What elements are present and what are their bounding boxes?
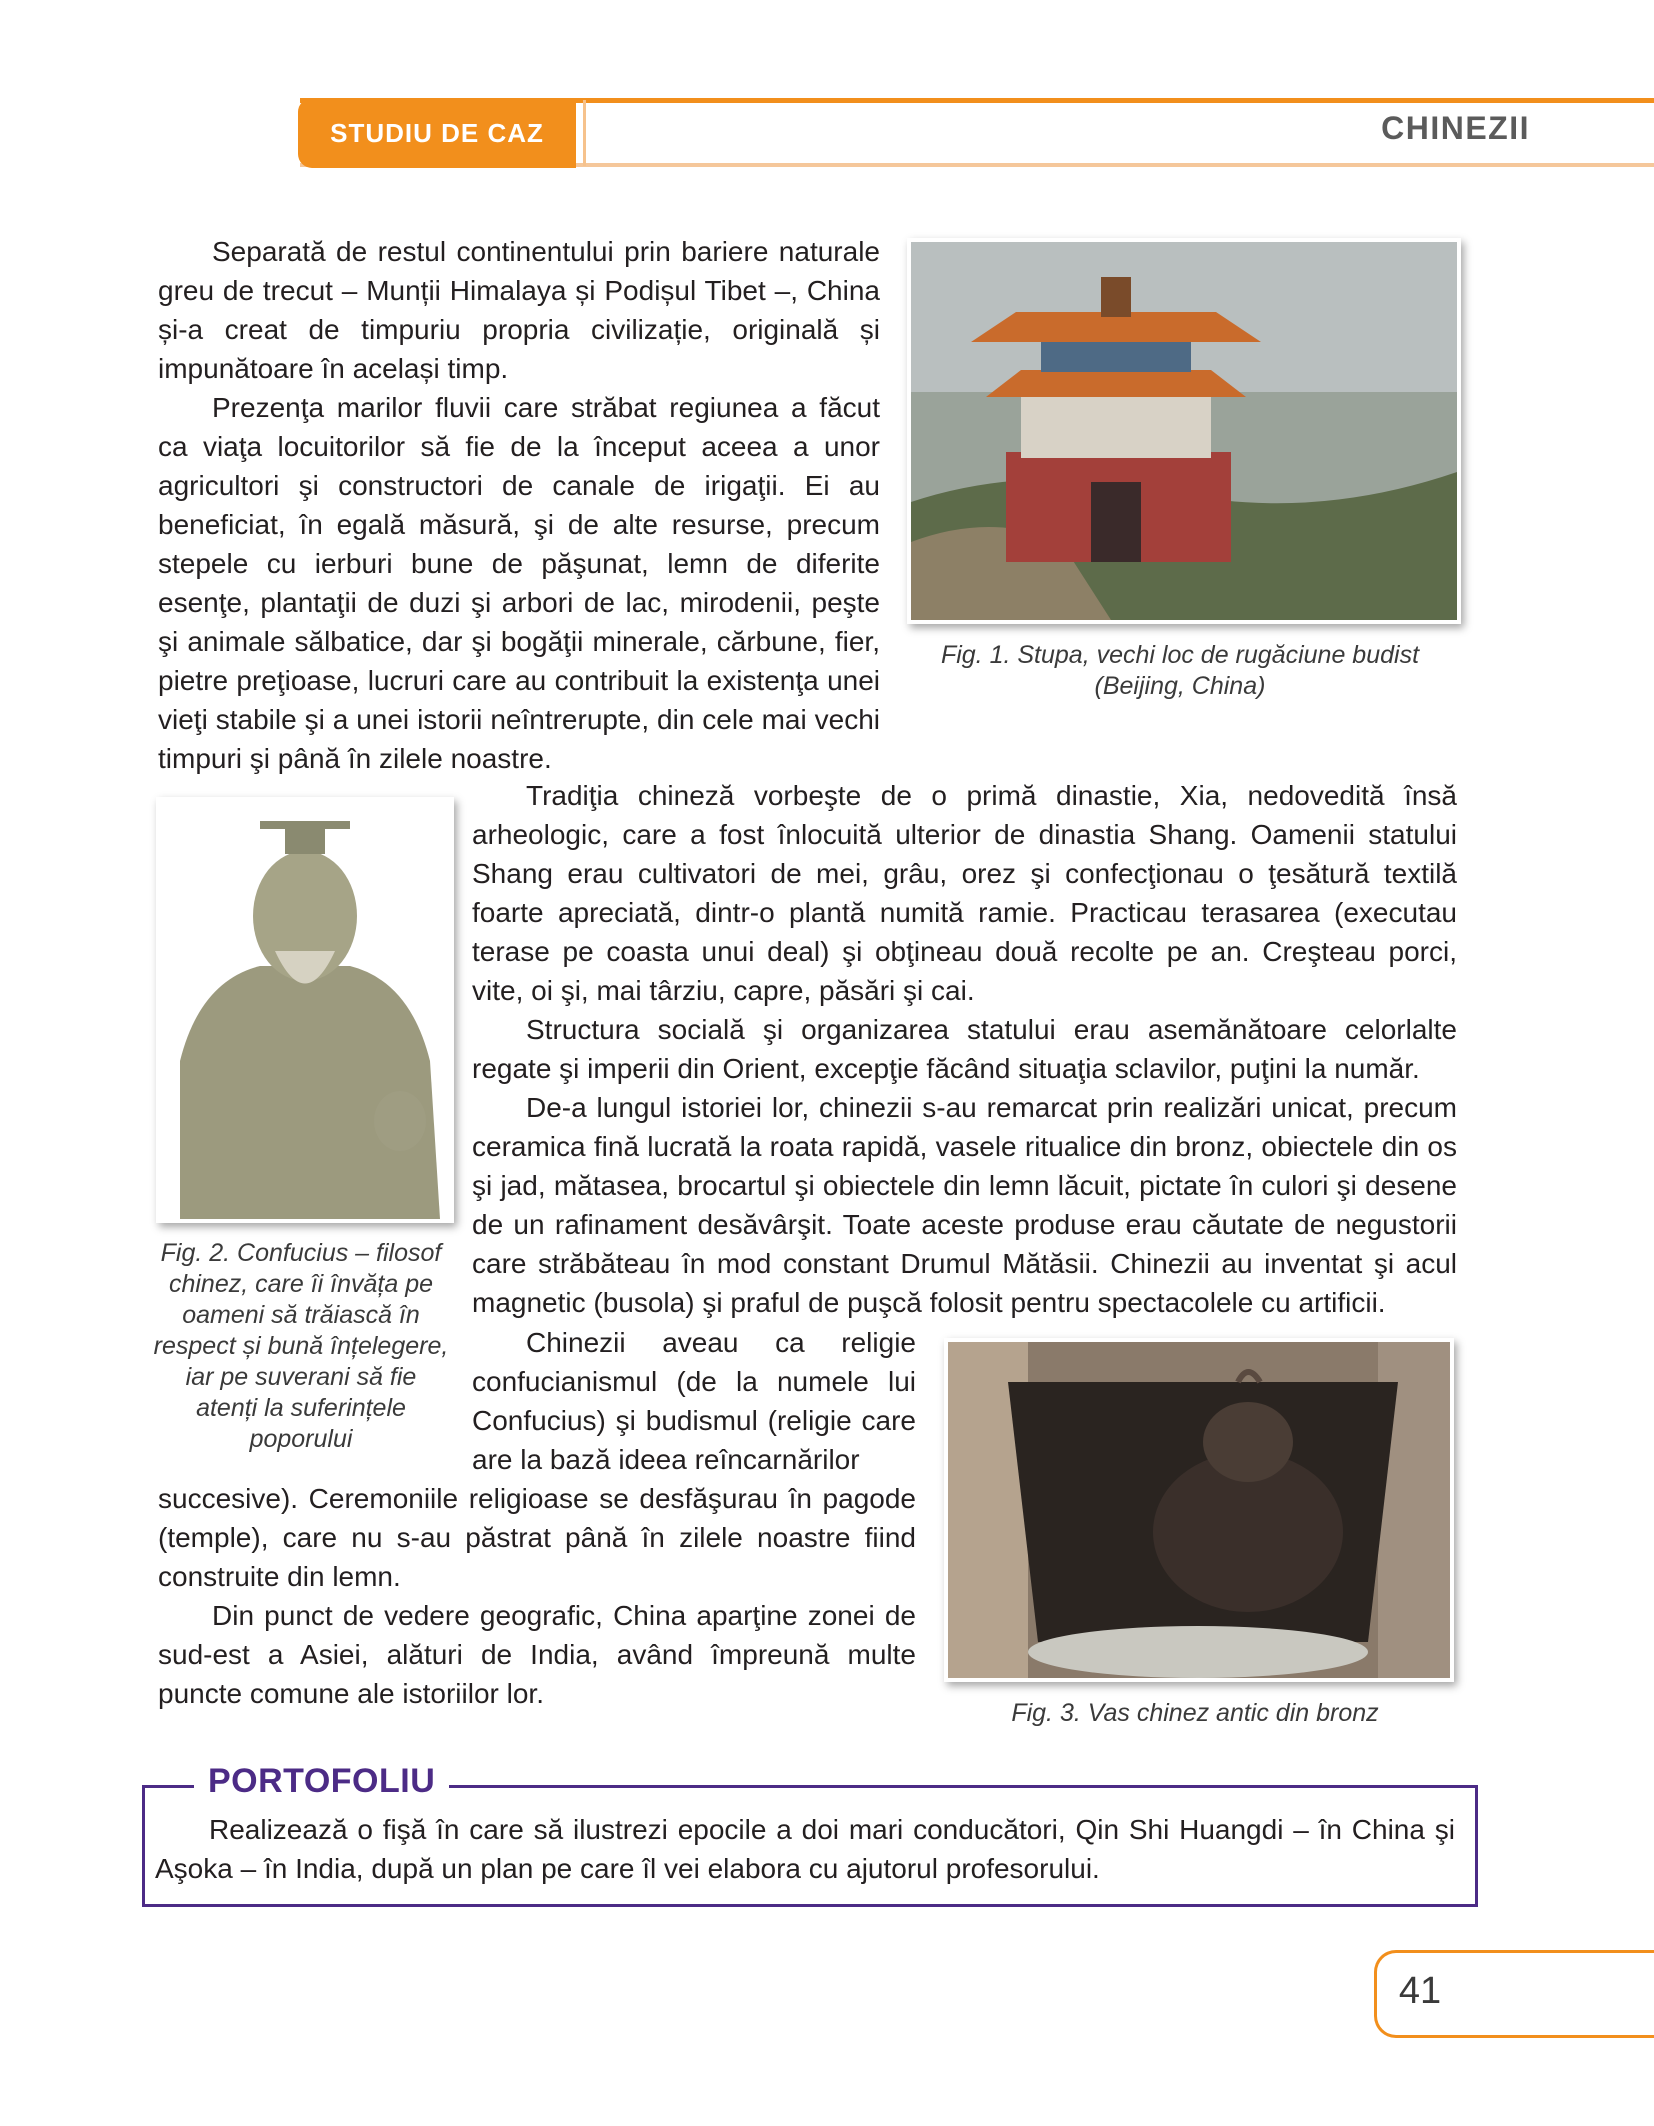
paragraph: Structura socială şi organizarea statului erau asemănătoare celorlalte regate şi imperii din Orient, excepţie făcând situaţia sclavilor, puţini la număr.: [472, 1014, 1457, 1084]
religion-text: [472, 1323, 916, 1479]
page-number: 41: [1398, 1970, 1442, 2012]
figure-bronze-vessel-image: [944, 1338, 1454, 1682]
figure-stupa-image: [907, 238, 1461, 624]
portfolio-instruction: Realizează o fişă în care să ilustrezi epocile a doi mari conducători, Qin Shi Huangdi – în China şi Aşoka – în India, după un plan pe care îl vei elabora cu ajutorul profesorului.: [155, 1814, 1455, 1884]
figure-caption: Fig. 3. Vas chinez antic din bronz: [1011, 1699, 1379, 1727]
paragraph: Separată de restul continentului prin bariere naturale greu de trecut – Munții Himalaya și Podișul Tibet –, China și-a creat de timpuriu propria civilizație, originală și impunătoare în același timp.: [158, 236, 880, 384]
intro-text: [158, 232, 880, 778]
paragraph: Chinezii aveau ca religie confucianismul (de la numele lui Confucius) şi budismul (religie care are la bază ideea reîncarnărilor: [472, 1327, 916, 1475]
chapter-title: CHINEZII: [1381, 110, 1530, 146]
paragraph: Prezenţa marilor fluvii care străbat regiunea a făcut ca viaţa locuitorilor să fie de la început aceea a unor agricultori şi constructori de canale de irigaţii. Ei au beneficiat, în egală măsură, şi de alte resurse, precum stepele cu ierburi bune de păşunat, lemn de diferite esenţe, plantaţii de duzi şi arbori de lac, mirodenii, peşte şi animale sălbatice, dar şi bogăţii minerale, cărbune, fier, pietre preţioase, lucruri care au contribuit la existenţa unei vieţi stabile şi a unei istorii neîntrerupte, din cele mai vechi timpuri şi până în zilele noastre.: [158, 392, 880, 774]
paragraph: succesive). Ceremoniile religioase se desfăşurau în pagode (temple), care nu s-au păstrat până în zilele noastre fiind construite din lemn.: [158, 1483, 916, 1592]
paragraph: Tradiţia chineză vorbeşte de o primă dinastie, Xia, nedovedită însă arheologic, care a fost înlocuită ulterior de dinastia Shang. Oamenii statului Shang erau cultivatori de mei, grâu, orez şi confecţionau o ţesătură textilă foarte apreciată, dintr-o plantă numită ramie. Practicau terasarea (executau terase pe coasta unui deal) şi obţineau două recolte pe an. Creşteau porci, vite, oi şi, mai târziu, capre, păsări şi cai.: [472, 780, 1457, 1006]
religion-text-continued: [158, 1479, 916, 1713]
figure-caption: Fig. 1. Stupa, vechi loc de rugăciune budist (Beijing, China): [940, 641, 1420, 700]
portfolio-title: PORTOFOLIU: [194, 1762, 449, 1801]
section-tab: STUDIU DE CAZ: [298, 98, 576, 168]
paragraph: De-a lungul istoriei lor, chinezii s-au remarcat prin realizări unicat, precum ceramica fină lucrată la roata rapidă, vasele ritualice din bronz, obiectele din os şi jad, mătasea, brocartul şi obiectele din lemn lăcuit, pictate în culori şi desene de un rafinament desăvârşit. Toate aceste produse erau căutate de negustorii care străbăteau în mod constant Drumul Mătăsii. Chinezii au inventat şi acul magnetic (busola) şi praful de puşcă folosit pentru spectacolele cu artificii.: [472, 1092, 1457, 1318]
figure-confucius-image: [156, 797, 454, 1223]
history-text: [472, 776, 1457, 1322]
figure-caption: Fig. 2. Confucius – filosof chinez, care îi învăța pe oameni să trăiască în respect și bună înțelegere, iar pe suverani să fie atenți la suferințele poporului: [153, 1239, 449, 1453]
paragraph: Din punct de vedere geografic, China aparţine zonei de sud-est a Asiei, alături de India, având împreună multe puncte comune ale istoriilor lor.: [158, 1600, 916, 1709]
header-tab-edge: [583, 100, 586, 166]
portfolio-text: [155, 1810, 1455, 1888]
